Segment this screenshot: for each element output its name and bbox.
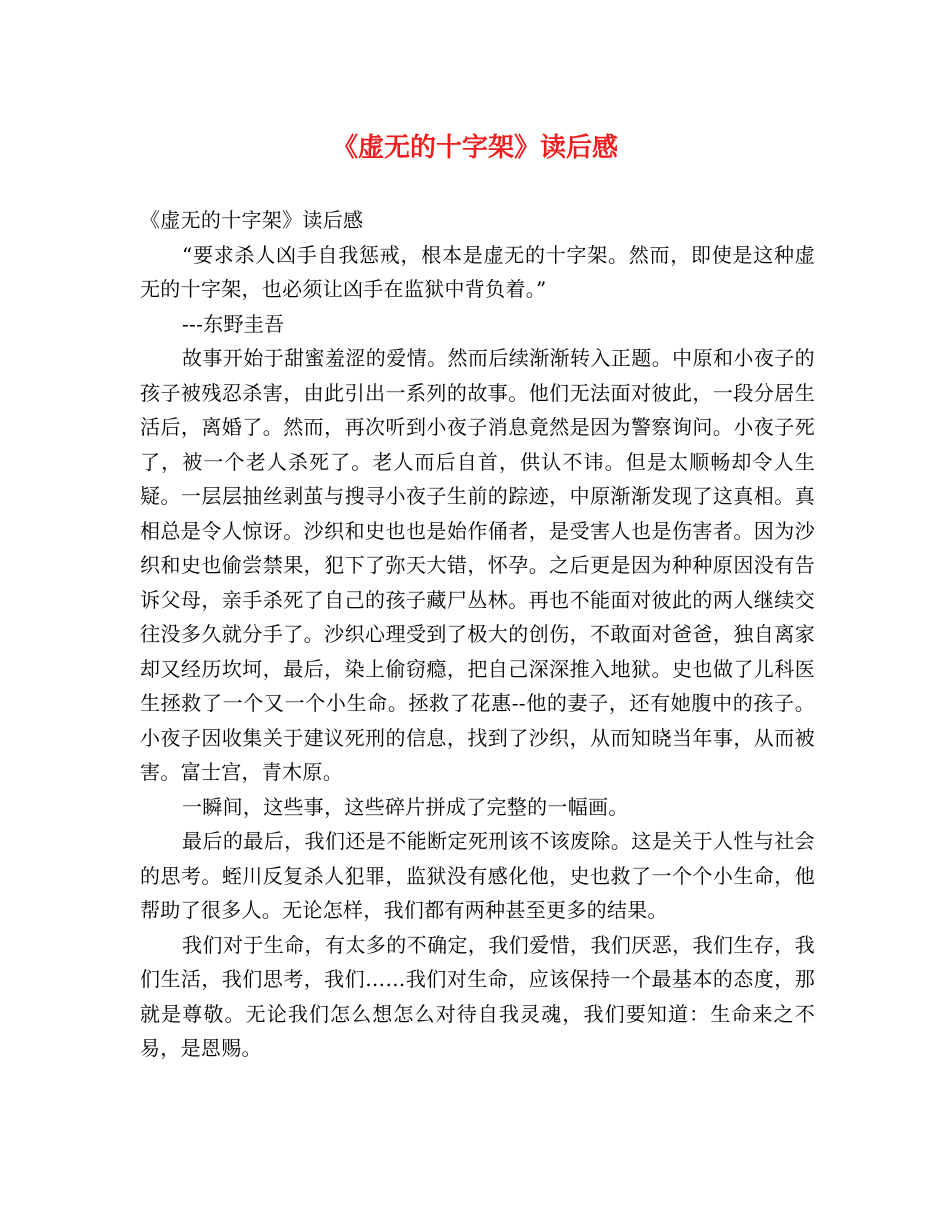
subtitle-paragraph: 《虚无的十字架》读后感 (140, 208, 364, 232)
body-paragraph: 我们对于生命，有太多的不确定，我们爱惜，我们厌恶，我们生存，我们生活，我们思考，我们……我们对生命，应该保持一个最基本的态度，那就是尊敬。无论我们怎么想怎么对待自我灵魂，我们要知道：生命来之不易，是恩赐。 (140, 932, 815, 1060)
body-paragraph: 一瞬间，这些事，这些碎片拼成了完整的一幅画。 (182, 794, 629, 819)
quote-attribution: ---东野圭吾 (182, 311, 285, 336)
document-body (140, 203, 815, 1066)
body-paragraph: 最后的最后，我们还是不能断定死刑该不该废除。这是关于人性与社会的思考。蛭川反复杀人犯罪，监狱没有感化他，史也救了一个个小生命，他帮助了很多人。无论怎样，我们都有两种甚至更多的结果。 (140, 829, 815, 922)
body-paragraph: 故事开始于甜蜜羞涩的爱情。然而后续渐渐转入正题。中原和小夜子的孩子被残忍杀害，由此引出一系列的故事。他们无法面对彼此，一段分居生活后，离婚了。然而，再次听到小夜子消息竟然是因为警察询问。小夜子死了，被一个老人杀死了。老人而后自首，供认不讳。但是太顺畅却令人生疑。一层层抽丝剥茧与搜寻小夜子生前的踪迹，中原渐渐发现了这真相。真相总是令人惊讶。沙织和史也也是始作俑者，是受害人也是伤害者。因为沙织和史也偷尝禁果，犯下了弥天大错，怀孕。之后更是因为种种原因没有告诉父母，亲手杀死了自己的孩子藏尸丛林。再也不能面对彼此的两人继续交往没多久就分手了。沙织心理受到了极大的创伤，不敢面对爸爸，独自离家却又经历坎坷，最后，染上偷窃瘾，把自己深深推入地狱。史也做了儿科医生拯救了一个又一个小生命。拯救了花惠--他的妻子，还有她腹中的孩子。小夜子因收集关于建议死刑的信息，找到了沙织，从而知晓当年事，从而被害。富士宫，青木原。 (140, 346, 815, 784)
page-title: 《虚无的十字架》读后感 (331, 133, 618, 163)
quote-paragraph: “要求杀人凶手自我惩戒，根本是虚无的十字架。然而，即使是这种虚无的十字架，也必须让凶手在监狱中背负着。” (140, 242, 815, 301)
